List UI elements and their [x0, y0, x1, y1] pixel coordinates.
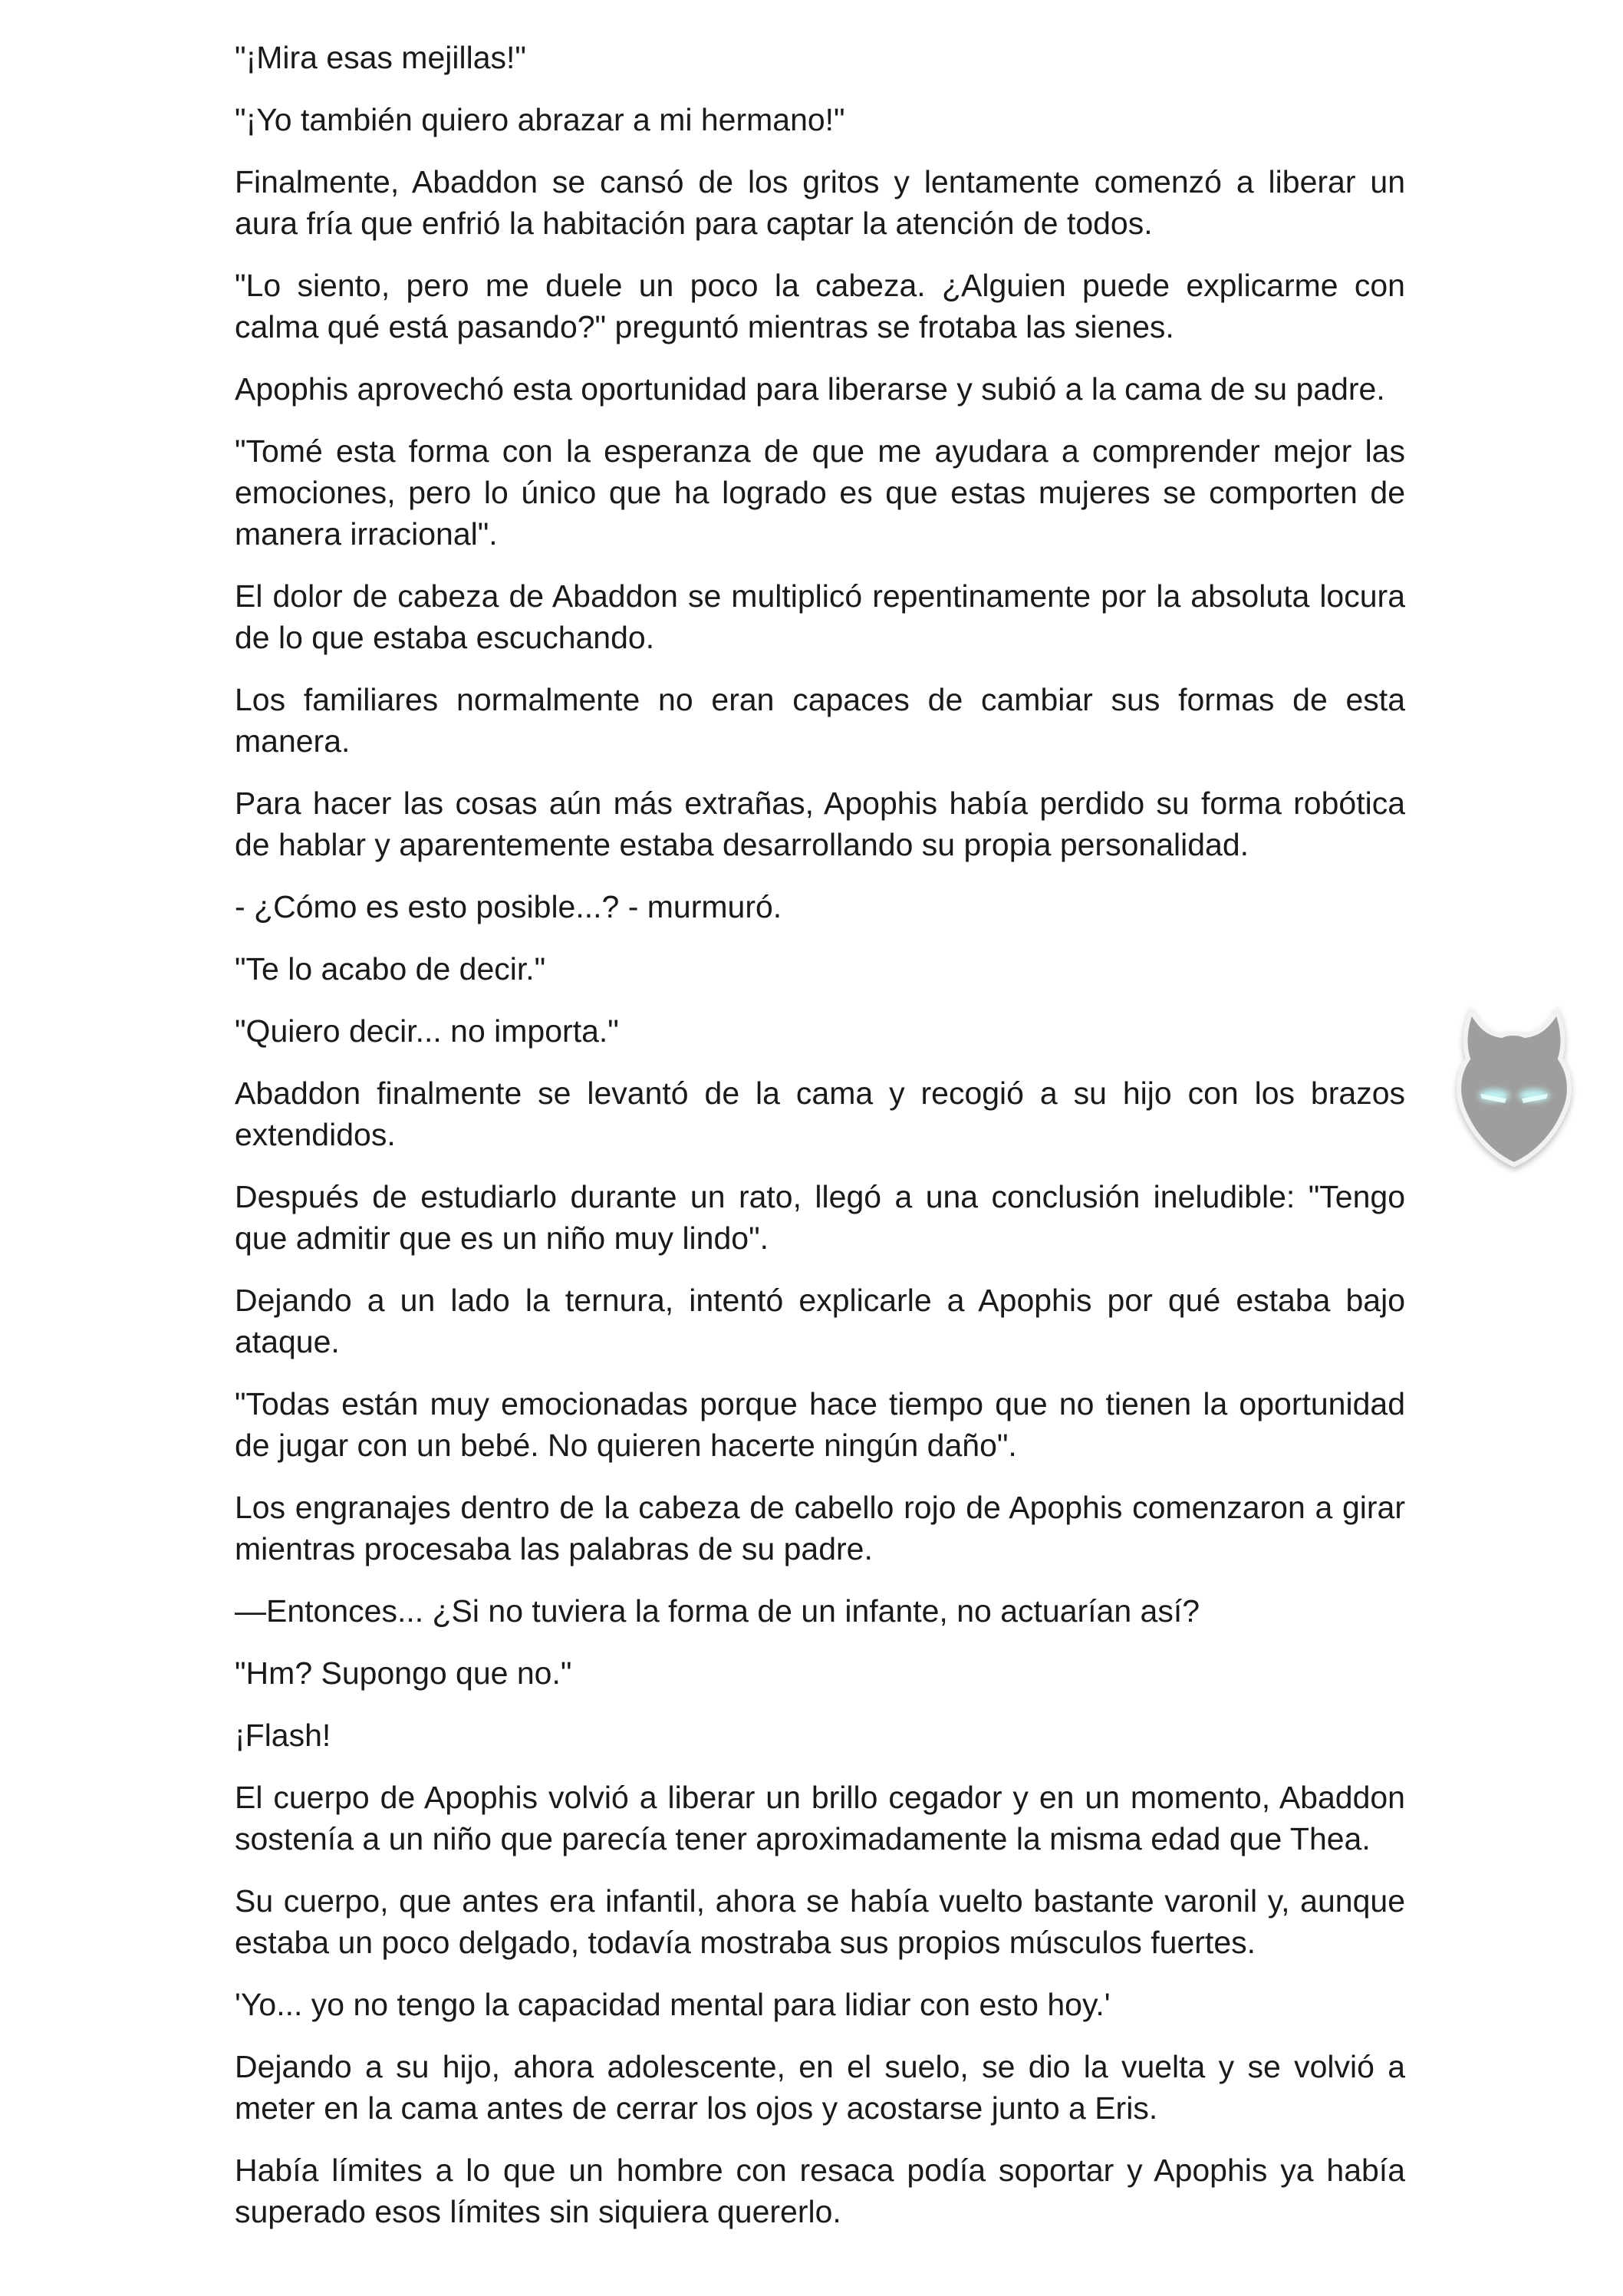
- paragraph: - ¿Cómo es esto posible...? - murmuró.: [235, 889, 782, 924]
- paragraph: Había límites a lo que un hombre con resaca podía soportar y Apophis ya había superado esos límites sin siquiera quererlo.: [235, 2153, 1405, 2229]
- demon-head-icon: [1440, 997, 1586, 1174]
- paragraph: "¡Mira esas mejillas!": [235, 40, 526, 75]
- paragraph: Su cuerpo, que antes era infantil, ahora se había vuelto bastante varonil y, aunque estaba un poco delgado, todavía mostraba sus propios músculos fuertes.: [235, 1883, 1405, 1960]
- paragraph: Los familiares normalmente no eran capaces de cambiar sus formas de esta manera.: [235, 682, 1405, 759]
- paragraph: "Quiero decir... no importa.": [235, 1013, 619, 1049]
- paragraph: "Todas están muy emocionadas porque hace tiempo que no tienen la oportunidad de jugar con un bebé. No quieren hacerte ningún daño".: [235, 1386, 1405, 1463]
- paragraph: "Hm? Supongo que no.": [235, 1655, 572, 1691]
- paragraph: —Entonces... ¿Si no tuviera la forma de un infante, no actuarían así?: [235, 1593, 1200, 1629]
- paragraph: Dejando a un lado la ternura, intentó explicarle a Apophis por qué estaba bajo ataque.: [235, 1283, 1405, 1359]
- paragraph: Finalmente, Abaddon se cansó de los gritos y lentamente comenzó a liberar un aura fría que enfrió la habitación para captar la atención de todos.: [235, 164, 1405, 241]
- paragraph: Los engranajes dentro de la cabeza de cabello rojo de Apophis comenzaron a girar mientras procesaba las palabras de su padre.: [235, 1490, 1405, 1566]
- paragraph: "Te lo acabo de decir.": [235, 951, 546, 987]
- paragraph: Dejando a su hijo, ahora adolescente, en el suelo, se dio la vuelta y se volvió a meter en la cama antes de cerrar los ojos y acostarse junto a Eris.: [235, 2049, 1405, 2126]
- paragraph: Después de estudiarlo durante un rato, llegó a una conclusión ineludible: "Tengo que admitir que es un niño muy lindo".: [235, 1179, 1405, 1256]
- paragraph: "Tomé esta forma con la esperanza de que me ayudara a comprender mejor las emociones, pero lo único que ha logrado es que estas mujeres se comporten de manera irracional".: [235, 433, 1405, 552]
- paragraph: ¡Flash!: [235, 1718, 331, 1753]
- paragraph: "Lo siento, pero me duele un poco la cabeza. ¿Alguien puede explicarme con calma qué está pasando?" preguntó mientras se frotaba las sienes.: [235, 268, 1405, 344]
- paragraph: Apophis aprovechó esta oportunidad para liberarse y subió a la cama de su padre.: [235, 371, 1385, 407]
- paragraph: "¡Yo también quiero abrazar a mi hermano!": [235, 102, 845, 137]
- paragraph: 'Yo... yo no tengo la capacidad mental para lidiar con esto hoy.': [235, 1987, 1111, 2022]
- paragraph: El cuerpo de Apophis volvió a liberar un brillo cegador y en un momento, Abaddon sostenía a un niño que parecía tener aproximadamente la misma edad que Thea.: [235, 1780, 1405, 1856]
- paragraph: El dolor de cabeza de Abaddon se multiplicó repentinamente por la absoluta locura de lo que estaba escuchando.: [235, 578, 1405, 655]
- paragraph: Abaddon finalmente se levantó de la cama y recogió a su hijo con los brazos extendidos.: [235, 1076, 1405, 1152]
- text-column: [235, 37, 1405, 2253]
- paragraph: Para hacer las cosas aún más extrañas, Apophis había perdido su forma robótica de hablar y aparentemente estaba desarrollando su propia personalidad.: [235, 786, 1405, 862]
